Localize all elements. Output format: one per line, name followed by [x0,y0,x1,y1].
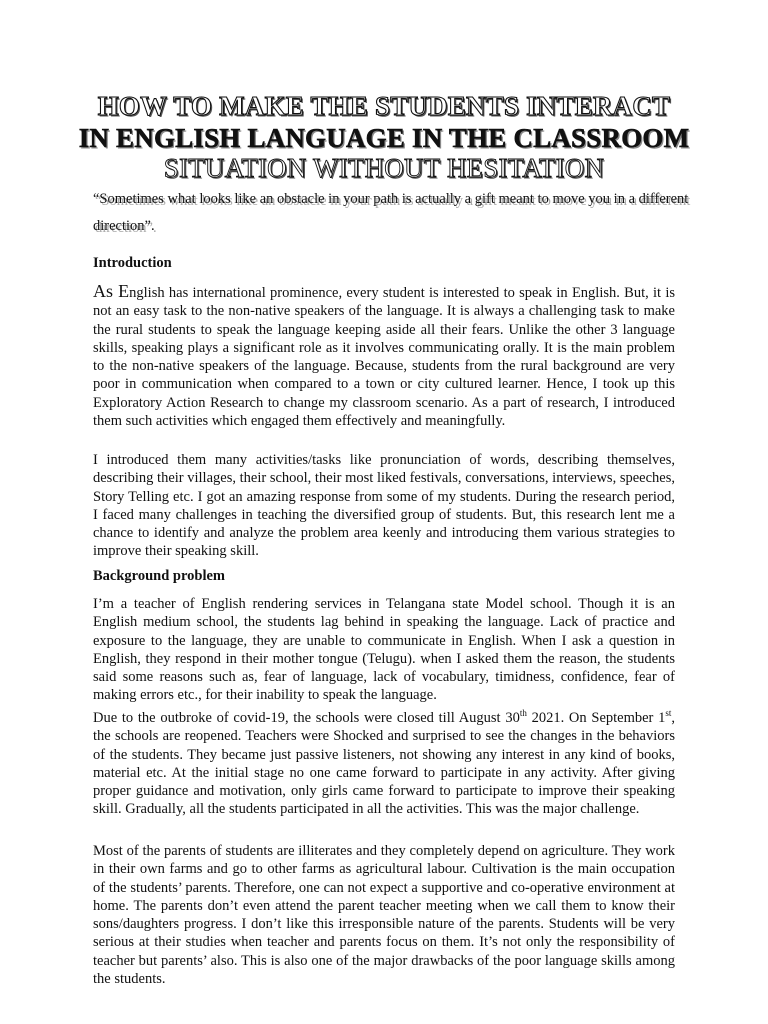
intro-body-text: nglish has international prominence, every student is interested to speak in English. But, it is not an easy task to the non-native speakers of the language. It is always a challenging task to make the rural students to speak the language keeping aside all their fears. Unlike the other 3 language skills, speaking plays a significant role as it involves communicating orally. It is the main problem to the non-native speakers of the language. Because, students from the rural background are very poor in communication when compared to a town or city cultured learner. Hence, I took up this Exploratory Action Research to change my classroom scenario. As a part of research, I introduced them such activities which engaged them effectively and meaningfully. [93,285,676,430]
introduction-paragraph-1 [93,282,675,430]
bg-p2-part-b: 2021. On September 1 [526,710,666,726]
section-heading-introduction: Introduction [93,255,172,271]
bg-p2-part-a: Due to the outbroke of covid-19, the schools were closed till August 30 [93,710,520,726]
intro-lead-text: As E [93,281,130,301]
background-paragraph-2 [93,709,675,819]
background-paragraph-3: Most of the parents of students are illiterates and they completely depend on agriculture. They work in their own farms and go to other farms as agricultural labour. Cultivation is the main occupation of the students’ parents. Therefore, one can not expect a supportive and co-operative environment at home. The parents don’t even attend the parent teacher meeting when we call them to know their sons/daughters progress. I don’t like this irresponsible nature of the parents. Students will be very serious at their studies when teacher and parents focus on them. It’s not only the responsibility of teacher but parents’ also. This is also one of the major drawbacks of the poor language skills among the students. [93,843,675,988]
epigraph-quote: “Sometimes what looks like an obstacle in your path is actually a gift meant to move you in a different direction”. [93,191,689,234]
title-line-2: IN ENGLISH LANGUAGE IN THE CLASSROOM [78,123,690,153]
title-line-3: SITUATION WITHOUT HESITATION [163,153,605,183]
bg-p2-superscript-st: st [665,708,672,719]
section-heading-background: Background problem [93,568,226,584]
title-line-1: HOW TO MAKE THE STUDENTS INTERACT [97,91,671,121]
introduction-paragraph-2: I introduced them many activities/tasks like pronunciation of words, describing themselves, describing their villages, their school, their most liked festivals, conversations, interviews, speeches, Story Telling etc. I got an amazing response from some of my students. During the research period, I faced many challenges in teaching the diversified group of students. But, this research lent me a chance to identify and analyze the problem area keenly and introducing them various strategies to improve their speaking skill. [93,452,675,560]
background-paragraph-1: I’m a teacher of English rendering services in Telangana state Model school. Though it is an English medium school, the students lag behind in speaking the language. Lack of practice and exposure to the language, they are unable to communicate in English. When I ask a question in English, they respond in their mother tongue (Telugu). when I asked them the reason, the students said some reasons such as, fear of language, lack of vocabulary, timidness, confidence, fear of making errors etc., for their inability to speak the language. [93,596,675,704]
bg-p2-part-c: , the schools are reopened. Teachers were Shocked and surprised to see the changes in the behaviors of the students. They became just passive listeners, not showing any interest in any kind of books, material etc. At the initial stage no one came forward to participate in any activity. After giving proper guidance and motivation, only girls came forward to participate to improve their speaking skill. Gradually, all the students participated in all the activities. This was the major challenge. [93,710,676,818]
bg-p2-superscript-th: th [519,708,527,719]
